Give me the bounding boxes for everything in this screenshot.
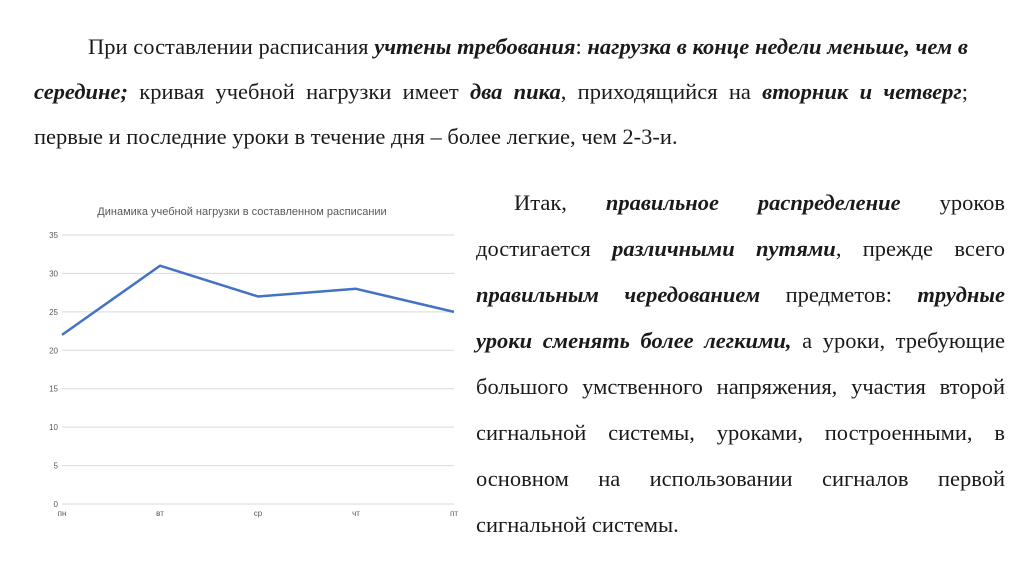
y-tick-label: 25 [49,307,58,317]
chart-svg [30,200,460,530]
paragraph-distribution [476,180,1005,548]
emphasis-hard-lessons: трудные уроки сменять более легкими, [476,282,1005,353]
text-run: : [575,34,588,59]
load-chart [30,200,460,530]
text-run: кривая учебной нагрузки имеет [128,79,471,104]
text-run: а уроки, требующие большого умственного напряжения, участия второй сигнальной системы, уроками, построенными, в основном на использовании сигналов первой сигнальной системы. [476,328,1005,537]
x-tick-label: ср [253,509,263,518]
emphasis-alternation: правильным чередованием [476,282,761,307]
y-tick-label: 30 [49,269,58,279]
y-tick-label: 5 [53,461,58,471]
x-tick-label: чт [352,509,360,518]
chart-title: Динамика учебной нагрузки в составленном расписании [97,206,387,218]
emphasis-load-end-week: нагрузка в конце недели меньше, чем в середине; [34,34,968,104]
emphasis-correct-distribution: правильное распределение [605,190,901,215]
emphasis-different-ways: различными путями [612,236,836,261]
emphasis-two-peaks: два пика [470,79,561,104]
text-run: Итак, [514,190,606,215]
text-run: предметов: [760,282,918,307]
x-tick-label: пт [450,509,458,518]
emphasis-tue-thu: вторник и четверг [762,79,962,104]
text-run: , прежде всего [835,236,1006,261]
text-run: , приходящийся на [560,79,763,104]
paragraph-requirements [34,24,968,159]
y-tick-label: 0 [53,500,58,509]
series-line [62,266,454,335]
y-tick-label: 35 [49,231,58,240]
text-run: При составлении расписания [88,34,375,59]
emphasis-requirements: учтены требования [374,34,576,59]
y-tick-label: 20 [49,346,58,356]
y-tick-label: 15 [49,384,58,394]
x-tick-label: пн [57,509,67,518]
text-run: уроков достигается [476,190,1005,261]
x-tick-label: вт [156,509,164,518]
text-run: ; первые и последние уроки в течение дня – более легкие, чем 2-3-и. [34,79,968,149]
y-tick-label: 10 [49,423,58,433]
